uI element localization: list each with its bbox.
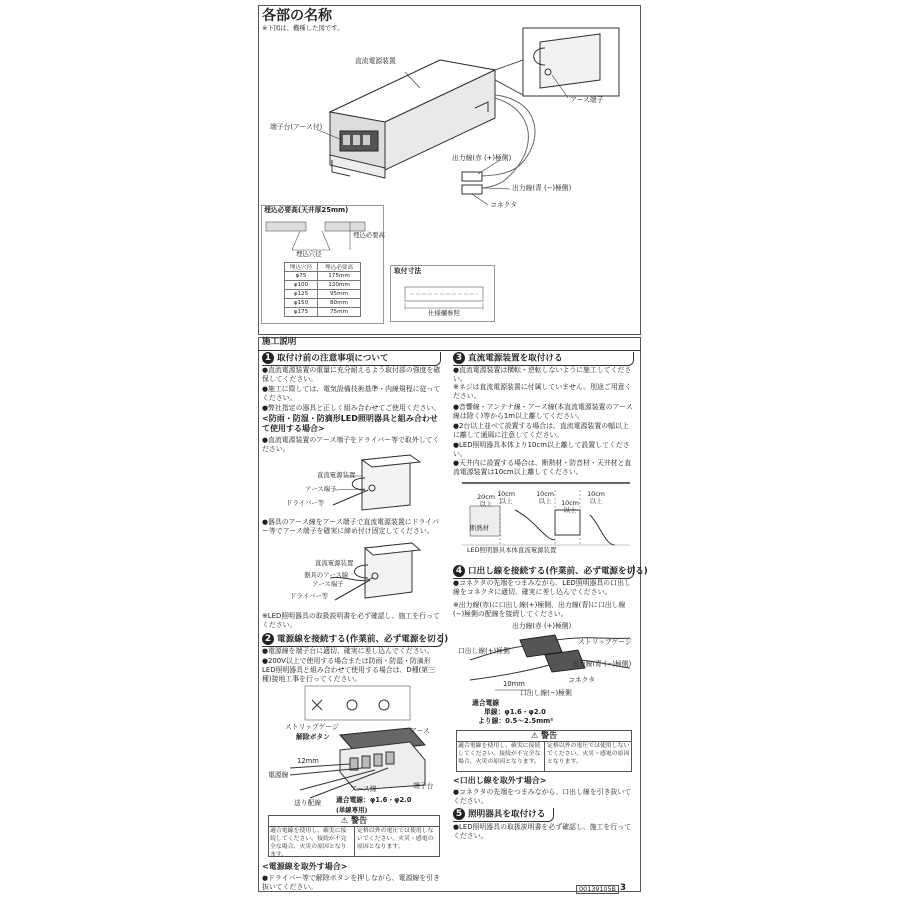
s3-note: ※ネジは直流電源装置に付属していません。別途ご用意ください。 xyxy=(453,383,632,401)
label-terminal-block: 端子台(アース付) xyxy=(270,123,323,131)
s4-note: ※出力線(赤)に口出し線(+)極側、出力線(青)に口出し線(−)極側の配線を接続してください。 xyxy=(453,601,626,619)
s2-fig-strip: ストリップゲージ xyxy=(285,723,339,731)
s4-b2: ●コネクタの先端をつまみながら、口出し線を引き抜いてください。 xyxy=(453,788,632,806)
footer-code: 00139105B xyxy=(576,885,619,894)
s3-title: 直流電源装置を取付ける xyxy=(468,353,563,364)
embed-cell: φ175 xyxy=(285,308,318,317)
s3-fig-dc: 直流電源装置 xyxy=(518,546,557,554)
s1-fig2-dc: 直流電源装置 xyxy=(315,559,354,567)
s1-fig2-wire: 器具のアース線 xyxy=(304,571,349,579)
s3-dim-5: 10cm以上 xyxy=(587,490,605,506)
embed-title: 埋込必要高(天井厚25mm) xyxy=(264,206,349,214)
embed-cell: 175mm xyxy=(318,272,361,281)
embed-cell: φ150 xyxy=(285,299,318,308)
s4-warning-left: 適合電線を使用し、確実に接続してください。接続が不完全な場合、火災の原因となります。 xyxy=(458,743,541,765)
mount-spec: 仕様欄参照 xyxy=(428,309,460,317)
s4-wire-single: 単線：φ1.6・φ2.0 xyxy=(484,708,546,716)
parts-title: 各部の名称 xyxy=(262,8,332,24)
s4-fig-10mm: 10mm xyxy=(503,680,525,688)
s3-b2: ●音響線・アンテナ線・アース線(本直流電源装置のアース線は除く)等から1m以上離してください。 xyxy=(453,403,633,421)
s4-sub: <口出し線を取外す場合> xyxy=(453,776,547,785)
embed-cell: φ100 xyxy=(285,281,318,290)
s2-warning-right: 定格以外の電圧では使用しないでください。火災・感電の原因となります。 xyxy=(357,828,434,850)
s2-sub: <電源線を取外す場合> xyxy=(262,862,348,871)
label-dc-unit: 直流電源装置 xyxy=(355,57,396,65)
s2-fig-earth: アース xyxy=(410,727,430,735)
s2-fig-12mm: 12mm xyxy=(297,757,319,765)
embed-cell: φ125 xyxy=(285,290,318,299)
s3-dim-2: 10cm以上 xyxy=(497,490,515,506)
s3-b1: ●直流電源装置は横転・逆転しないように施工してください。 xyxy=(453,366,632,384)
s1-note: ※LED照明器具の取扱説明書を必ず確認し、施工を行ってください。 xyxy=(262,612,440,630)
s4-fig-strip: ストリップゲージ xyxy=(578,638,632,646)
s5-b1: ●LED照明器具の取扱説明書を必ず確認し、施工を行ってください。 xyxy=(453,823,631,841)
s1-fig1-earth: アース端子 xyxy=(305,485,337,493)
s2-fig-power: 電源線 xyxy=(268,771,289,779)
s5-heading xyxy=(453,808,545,820)
s1-fig2-driver: ドライバー等 xyxy=(290,592,329,600)
s3-b4: ●LED照明器具本体より10cm以上離して設置してください。 xyxy=(453,441,630,459)
label-out-red: 出力線(赤 (+)極側) xyxy=(452,154,512,162)
s4-fig-red: 出力線(赤 (+)極側) xyxy=(512,622,572,630)
s4-wire-title: 適合電線 xyxy=(472,699,500,707)
s2-fig-terminal: 端子台 xyxy=(413,782,434,790)
s2-fig-earthwire: アース線 xyxy=(350,785,377,793)
s3-dim-1: 20cm以上 xyxy=(477,493,495,509)
footer-page: 3 xyxy=(620,883,626,893)
s3-fig-led: LED照明器具本体 xyxy=(467,546,518,554)
s2-num: 2 xyxy=(262,633,274,645)
s4-wire-twist: より線：0.5〜2.5mm² xyxy=(478,717,554,725)
s5-num: 5 xyxy=(453,808,465,820)
embed-cell: 120mm xyxy=(318,281,361,290)
s2-title: 電源線を接続する(作業前、必ず電源を切る) xyxy=(277,634,449,645)
s4-warning-header: ⚠ 警告 xyxy=(456,730,632,742)
s4-fig-blue: 出力線(青 (−)極側) xyxy=(572,660,632,668)
embed-cell: 75mm xyxy=(318,308,361,317)
s1-b2: ●施工に際しては、電気設備技術基準・内線規程に従ってください。 xyxy=(262,385,441,403)
s5-title: 照明器具を取付ける xyxy=(468,809,546,820)
s3-dim-3: 10cm以上 xyxy=(536,490,554,506)
parts-note: ※下図は、機種した図です。 xyxy=(262,24,344,32)
s1-b5: ●器具のアース線をアース端子で直流電源装置にドライバー等でアース端子を確実に締め付け固定してください。 xyxy=(262,518,439,536)
s2-b3: ●ドライバー等で解除ボタンを押しながら、電源線を引き抜いてください。 xyxy=(262,874,440,892)
s1-b3: ●弊社指定の器具と正しく組み合わせてご使用ください。 xyxy=(262,404,441,412)
s1-num: 1 xyxy=(262,352,274,364)
s2-fig-wire-b: (単線専用) xyxy=(336,806,368,814)
s2-warning-left: 適合電線を使用し、確実に接続してください。接続が不完全な場合、火災の原因となります。 xyxy=(270,828,347,858)
s1-title: 取付け前の注意事項について xyxy=(277,353,389,364)
s4-title: 口出し線を接続する(作業前、必ず電源を切る) xyxy=(468,566,648,577)
label-earth-terminal: アース端子 xyxy=(570,96,604,104)
s4-warning-divider xyxy=(544,741,545,772)
s2-fig-through: 送り配線 xyxy=(294,799,322,807)
s2-fig-wire-a: 適合電線：φ1.6・φ2.0 xyxy=(336,796,412,804)
s2-fig-release: 解除ボタン xyxy=(296,733,330,741)
s4-b1: ●コネクタの先端をつまみながら、LED照明器具の口出し線をコネクタに適切、確実に差し込んでください。 xyxy=(453,579,631,597)
s1-fig1-driver: ドライバー等 xyxy=(286,499,325,507)
s1-fig2-earth: アース端子 xyxy=(312,580,344,588)
s4-fig-conn: コネクタ xyxy=(568,676,596,684)
s4-fig-plus: 口出し線(+)極側 xyxy=(458,647,510,655)
s1-b4: ●直流電源装置のアース端子をドライバー等で取外してください。 xyxy=(262,436,440,454)
embed-cell: 95mm xyxy=(318,290,361,299)
s3-num: 3 xyxy=(453,352,465,364)
s1-sub: <防雨・防湿・防滴形LED照明器具と組み合わせて使用する場合> xyxy=(262,414,438,433)
s3-fig-insul: 断熱材 xyxy=(470,524,490,532)
s3-dim-4: 10cm以上 xyxy=(561,499,579,515)
s3-b3: ●2台以上並べて設置する場合は、直流電源装置の幅以上に離して通風に注意してください。 xyxy=(453,422,629,440)
embed-th-1: 埋込穴径 xyxy=(285,263,318,272)
s4-warning-right: 定格以外の電圧では使用しないでください。火災・感電の原因となります。 xyxy=(547,743,630,765)
label-connector: コネクタ xyxy=(490,201,518,209)
embed-th-2: 埋込必要高 xyxy=(318,263,361,272)
s1-b1: ●直流電源装置の重量に充分耐えるよう取付部の強度を確保してください。 xyxy=(262,366,441,384)
construction-title: 施工説明 xyxy=(262,337,297,347)
embed-height-label: 埋込必要高 xyxy=(353,231,385,239)
s2-warning-header: ⚠ 警告 xyxy=(268,815,440,827)
embed-cell: 80mm xyxy=(318,299,361,308)
s4-num: 4 xyxy=(453,565,465,577)
s4-fig-minus: 口出し線(−)極側 xyxy=(520,689,572,697)
embed-cell: φ75 xyxy=(285,272,318,281)
s2-b2: ●200V以上で使用する場合または防雨・防湿・防滴形LED照明器具と組み合わせて使用する場合は、D種(第三種)接地工事を行ってください。 xyxy=(262,657,436,684)
s2-b1: ●電源線を端子台に適切、確実に差し込んでください。 xyxy=(262,647,434,655)
embed-hole-label: 埋込穴径 xyxy=(296,250,322,258)
s3-b5: ●天井内に設置する場合は、断熱材・防音材・天井材と直流電源装置は10cm以上離してください。 xyxy=(453,459,632,477)
s1-fig1-dc: 直流電源装置 xyxy=(317,471,356,479)
label-out-blue: 出力線(青 (−)極側) xyxy=(512,184,572,192)
mount-title: 取付寸法 xyxy=(394,267,422,275)
